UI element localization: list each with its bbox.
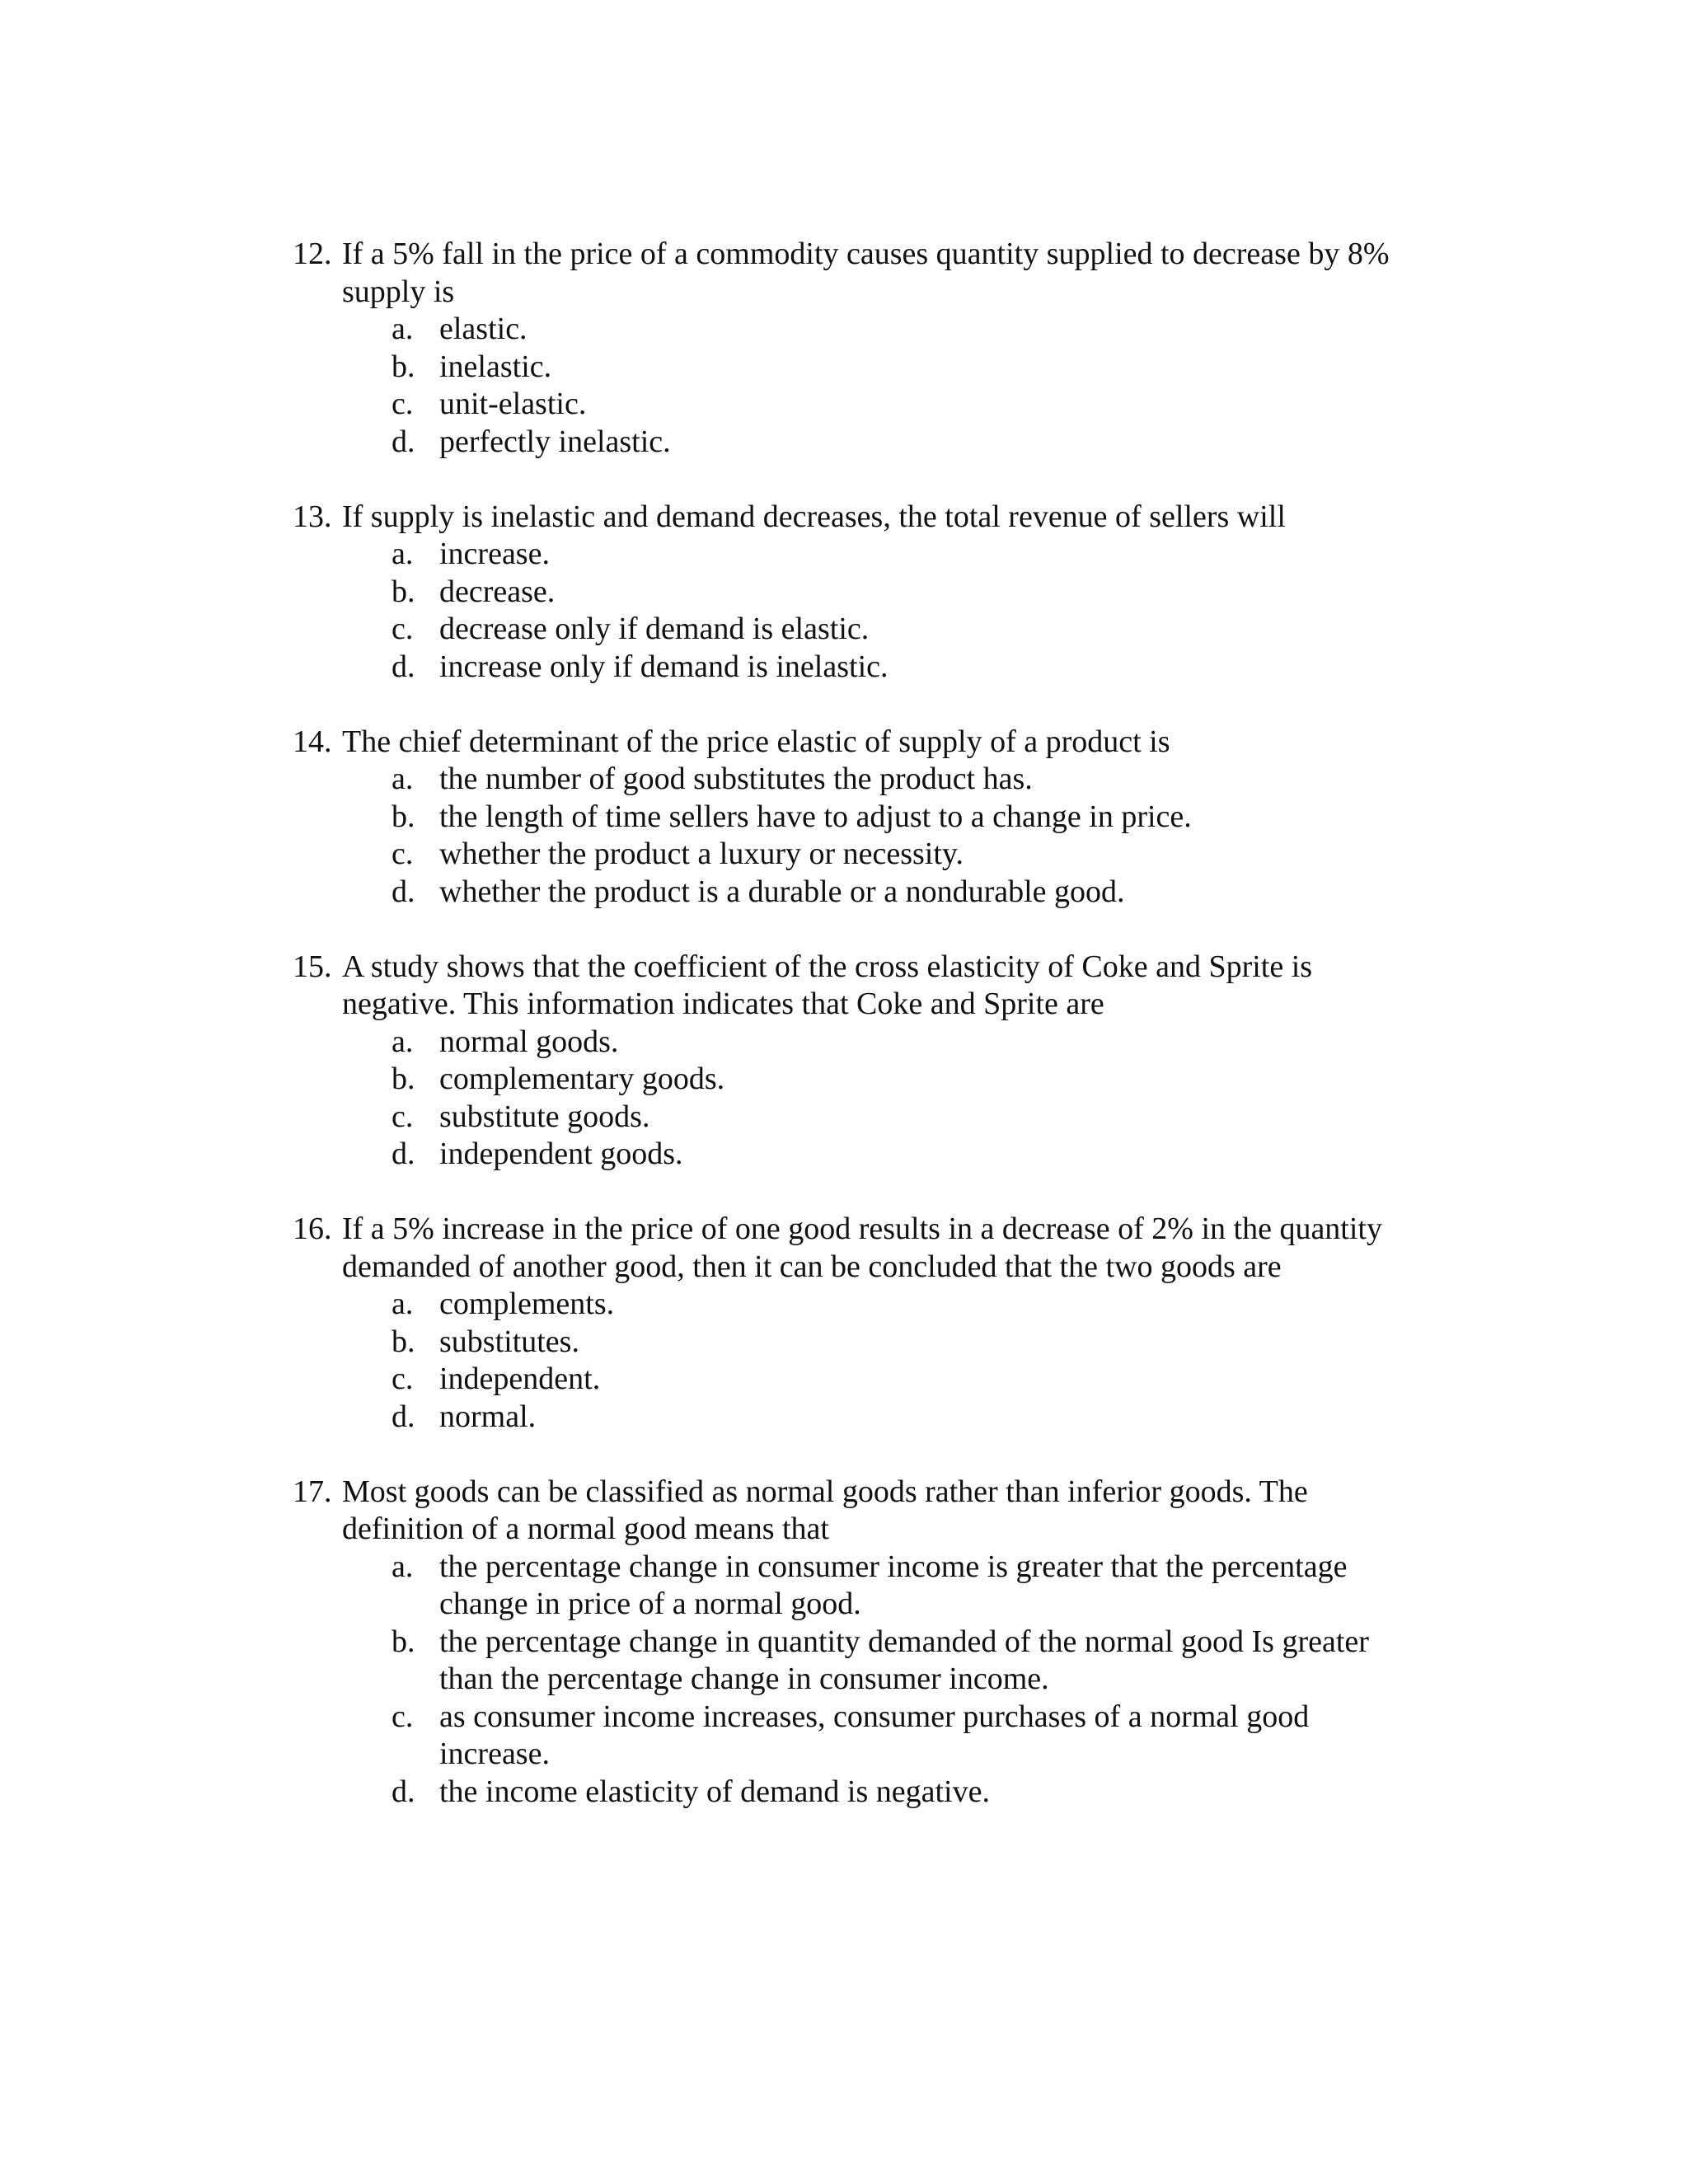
- option-letter: d.: [392, 874, 415, 909]
- option-text: substitute goods.: [439, 1099, 650, 1134]
- option-c: [392, 1361, 1422, 1399]
- option-d: [392, 874, 1422, 912]
- option-text: decrease only if demand is elastic.: [439, 612, 870, 646]
- option-a: [392, 761, 1422, 799]
- option-letter: a.: [392, 312, 414, 346]
- question-header: [293, 1474, 1422, 1549]
- option-a: [392, 311, 1422, 349]
- option-c: [392, 1699, 1422, 1774]
- option-c: [392, 1099, 1422, 1137]
- option-letter: d.: [392, 1137, 415, 1171]
- option-text: independent.: [439, 1361, 601, 1396]
- option-d: [392, 1136, 1422, 1174]
- option-d: [392, 424, 1422, 462]
- option-letter: b.: [392, 799, 415, 834]
- option-a: [392, 1024, 1422, 1062]
- option-letter: b.: [392, 574, 415, 609]
- option-letter: d.: [392, 424, 415, 459]
- option-a: [392, 1286, 1422, 1324]
- question-number: 15.: [293, 949, 332, 984]
- question-header: [293, 236, 1422, 311]
- question-header: [293, 724, 1422, 762]
- answer-options: [392, 1286, 1422, 1436]
- option-b: [392, 1324, 1422, 1361]
- question-header: [293, 1211, 1422, 1286]
- option-letter: c.: [392, 387, 414, 421]
- option-letter: a.: [392, 762, 414, 796]
- option-text: independent goods.: [439, 1137, 683, 1171]
- answer-options: [392, 311, 1422, 461]
- option-text: increase only if demand is inelastic.: [439, 649, 889, 684]
- option-letter: a.: [392, 1024, 414, 1059]
- question-text: The chief determinant of the price elastic of supply of a product is: [342, 724, 1170, 759]
- option-letter: b.: [392, 349, 415, 384]
- question-17: [293, 1474, 1422, 1811]
- question-header: [293, 949, 1422, 1024]
- option-c: [392, 386, 1422, 424]
- option-letter: a.: [392, 537, 414, 571]
- option-b: [392, 1061, 1422, 1099]
- option-d: [392, 649, 1422, 687]
- option-text: normal.: [439, 1399, 537, 1434]
- option-letter: a.: [392, 1286, 414, 1321]
- option-text: decrease.: [439, 574, 556, 609]
- option-text: complementary goods.: [439, 1062, 725, 1096]
- question-16: [293, 1211, 1422, 1436]
- option-letter: c.: [392, 1361, 414, 1396]
- option-letter: c.: [392, 1699, 414, 1734]
- question-14: [293, 724, 1422, 912]
- option-text: unit-elastic.: [439, 387, 587, 421]
- option-letter: b.: [392, 1324, 415, 1359]
- question-number: 13.: [293, 499, 332, 534]
- option-text: increase.: [439, 537, 550, 571]
- option-letter: d.: [392, 1774, 415, 1809]
- answer-options: [392, 1549, 1422, 1811]
- question-15: [293, 949, 1422, 1174]
- option-text: the number of good substitutes the product has.: [439, 762, 1033, 796]
- question-12: [293, 236, 1422, 461]
- answer-options: [392, 536, 1422, 686]
- option-letter: a.: [392, 1549, 414, 1584]
- option-text: elastic.: [439, 312, 528, 346]
- option-letter: c.: [392, 612, 414, 646]
- option-letter: d.: [392, 649, 415, 684]
- option-b: [392, 349, 1422, 387]
- option-text: the length of time sellers have to adjust to a change in price.: [439, 799, 1192, 834]
- question-text: If a 5% increase in the price of one good results in a decrease of 2% in the quantity demanded of another good, then it can be concluded that the two goods are: [342, 1212, 1382, 1284]
- question-header: [293, 499, 1422, 537]
- option-b: [392, 574, 1422, 612]
- question-text: Most goods can be classified as normal goods rather than inferior goods. The definition of a normal good means that: [342, 1474, 1308, 1546]
- option-text: inelastic.: [439, 349, 552, 384]
- option-letter: d.: [392, 1399, 415, 1434]
- option-letter: b.: [392, 1624, 415, 1659]
- question-text: A study shows that the coefficient of the cross elasticity of Coke and Sprite is negative. This information indicates that Coke and Sprite are: [342, 949, 1313, 1021]
- option-letter: b.: [392, 1062, 415, 1096]
- option-a: [392, 1549, 1422, 1624]
- question-number: 12.: [293, 237, 332, 271]
- option-text: the income elasticity of demand is negative.: [439, 1774, 990, 1809]
- option-b: [392, 799, 1422, 837]
- option-text: normal goods.: [439, 1024, 619, 1059]
- option-d: [392, 1774, 1422, 1811]
- answer-options: [392, 761, 1422, 911]
- option-b: [392, 1624, 1422, 1699]
- question-13: [293, 499, 1422, 687]
- question-number: 14.: [293, 724, 332, 759]
- question-list: [293, 236, 1422, 1849]
- option-letter: c.: [392, 837, 414, 871]
- option-text: whether the product is a durable or a nondurable good.: [439, 874, 1125, 909]
- option-text: as consumer income increases, consumer purchases of a normal good increase.: [439, 1699, 1310, 1771]
- option-c: [392, 611, 1422, 649]
- question-number: 16.: [293, 1212, 332, 1246]
- question-text: If a 5% fall in the price of a commodity causes quantity supplied to decrease by 8% supply is: [342, 237, 1390, 309]
- option-text: perfectly inelastic.: [439, 424, 671, 459]
- option-a: [392, 536, 1422, 574]
- answer-options: [392, 1024, 1422, 1174]
- option-text: whether the product a luxury or necessity.: [439, 837, 964, 871]
- option-text: substitutes.: [439, 1324, 579, 1359]
- question-text: If supply is inelastic and demand decreases, the total revenue of sellers will: [342, 499, 1286, 534]
- option-text: the percentage change in quantity demanded of the normal good Is greater than the percentage change in consumer income.: [439, 1624, 1369, 1696]
- option-d: [392, 1399, 1422, 1436]
- option-text: complements.: [439, 1286, 615, 1321]
- option-letter: c.: [392, 1099, 414, 1134]
- option-text: the percentage change in consumer income is greater that the percentage change in price of a normal good.: [439, 1549, 1348, 1621]
- question-number: 17.: [293, 1474, 332, 1509]
- option-c: [392, 836, 1422, 874]
